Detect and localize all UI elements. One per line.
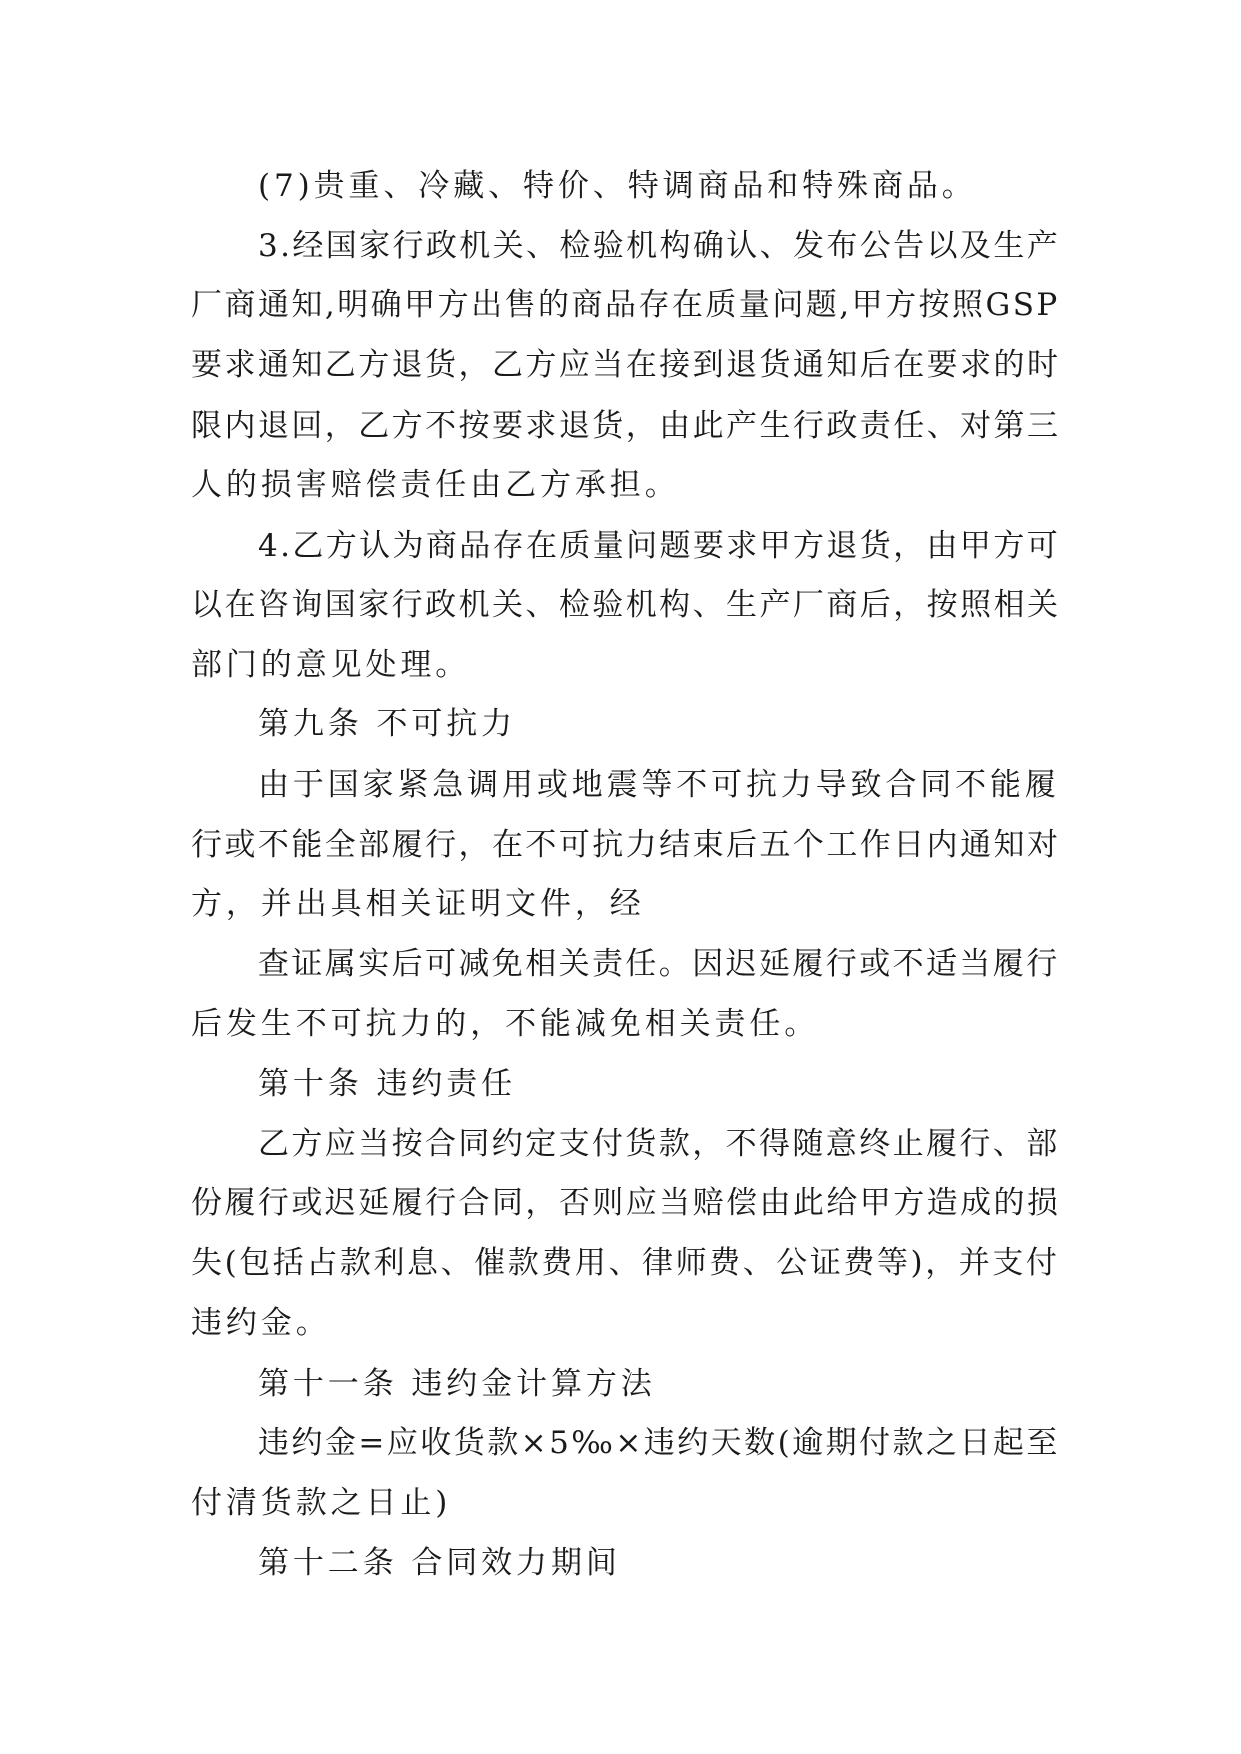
text-line: 3.经国家行政机关、检验机构确认、发布公告以及生产 bbox=[258, 228, 1061, 264]
text-line: 要求通知乙方退货，乙方应当在接到退货通知后在要求的时 bbox=[191, 347, 1061, 383]
text-line: 违约金。 bbox=[191, 1305, 331, 1341]
text-line: 乙方应当按合同约定支付货款，不得随意终止履行、部 bbox=[258, 1126, 1060, 1162]
text-line: (7)贵重、冷藏、特价、特调商品和特殊商品。 bbox=[258, 168, 977, 204]
section-heading: 第十二条 合同效力期间 bbox=[258, 1545, 621, 1581]
text-line: 行或不能全部履行，在不可抗力结束后五个工作日内通知对 bbox=[191, 827, 1061, 863]
section-heading: 第九条 不可抗力 bbox=[258, 706, 517, 742]
section-heading: 第十一条 违约金计算方法 bbox=[258, 1366, 656, 1402]
text-line: 方，并出具相关证明文件，经 bbox=[191, 886, 645, 922]
text-line: 份履行或迟延履行合同，否则应当赔偿由此给甲方造成的损 bbox=[191, 1185, 1061, 1221]
text-line: 付清货款之日止) bbox=[191, 1485, 452, 1521]
text-line: 部门的意见处理。 bbox=[191, 647, 471, 683]
section-heading: 第十条 违约责任 bbox=[258, 1066, 517, 1102]
text-line: 限内退回，乙方不按要求退货，由此产生行政责任、对第三 bbox=[191, 408, 1061, 444]
text-line: 后发生不可抗力的，不能减免相关责任。 bbox=[191, 1006, 820, 1042]
text-line: 4.乙方认为商品存在质量问题要求甲方退货，由甲方可 bbox=[258, 528, 1061, 564]
text-line: 查证属实后可减免相关责任。因迟延履行或不适当履行 bbox=[258, 946, 1060, 982]
text-line: 由于国家紧急调用或地震等不可抗力导致合同不能履 bbox=[258, 767, 1060, 803]
text-line: 违约金=应收货款×5‰×违约天数(逾期付款之日起至 bbox=[258, 1425, 1060, 1461]
text-line: 人的损害赔偿责任由乙方承担。 bbox=[191, 467, 680, 503]
text-line: 失(包括占款利息、催款费用、律师费、公证费等)，并支付 bbox=[191, 1245, 1060, 1281]
text-line: 厂商通知,明确甲方出售的商品存在质量问题,甲方按照GSP bbox=[191, 287, 1060, 323]
text-line: 以在咨询国家行政机关、检验机构、生产厂商后，按照相关 bbox=[191, 587, 1061, 623]
